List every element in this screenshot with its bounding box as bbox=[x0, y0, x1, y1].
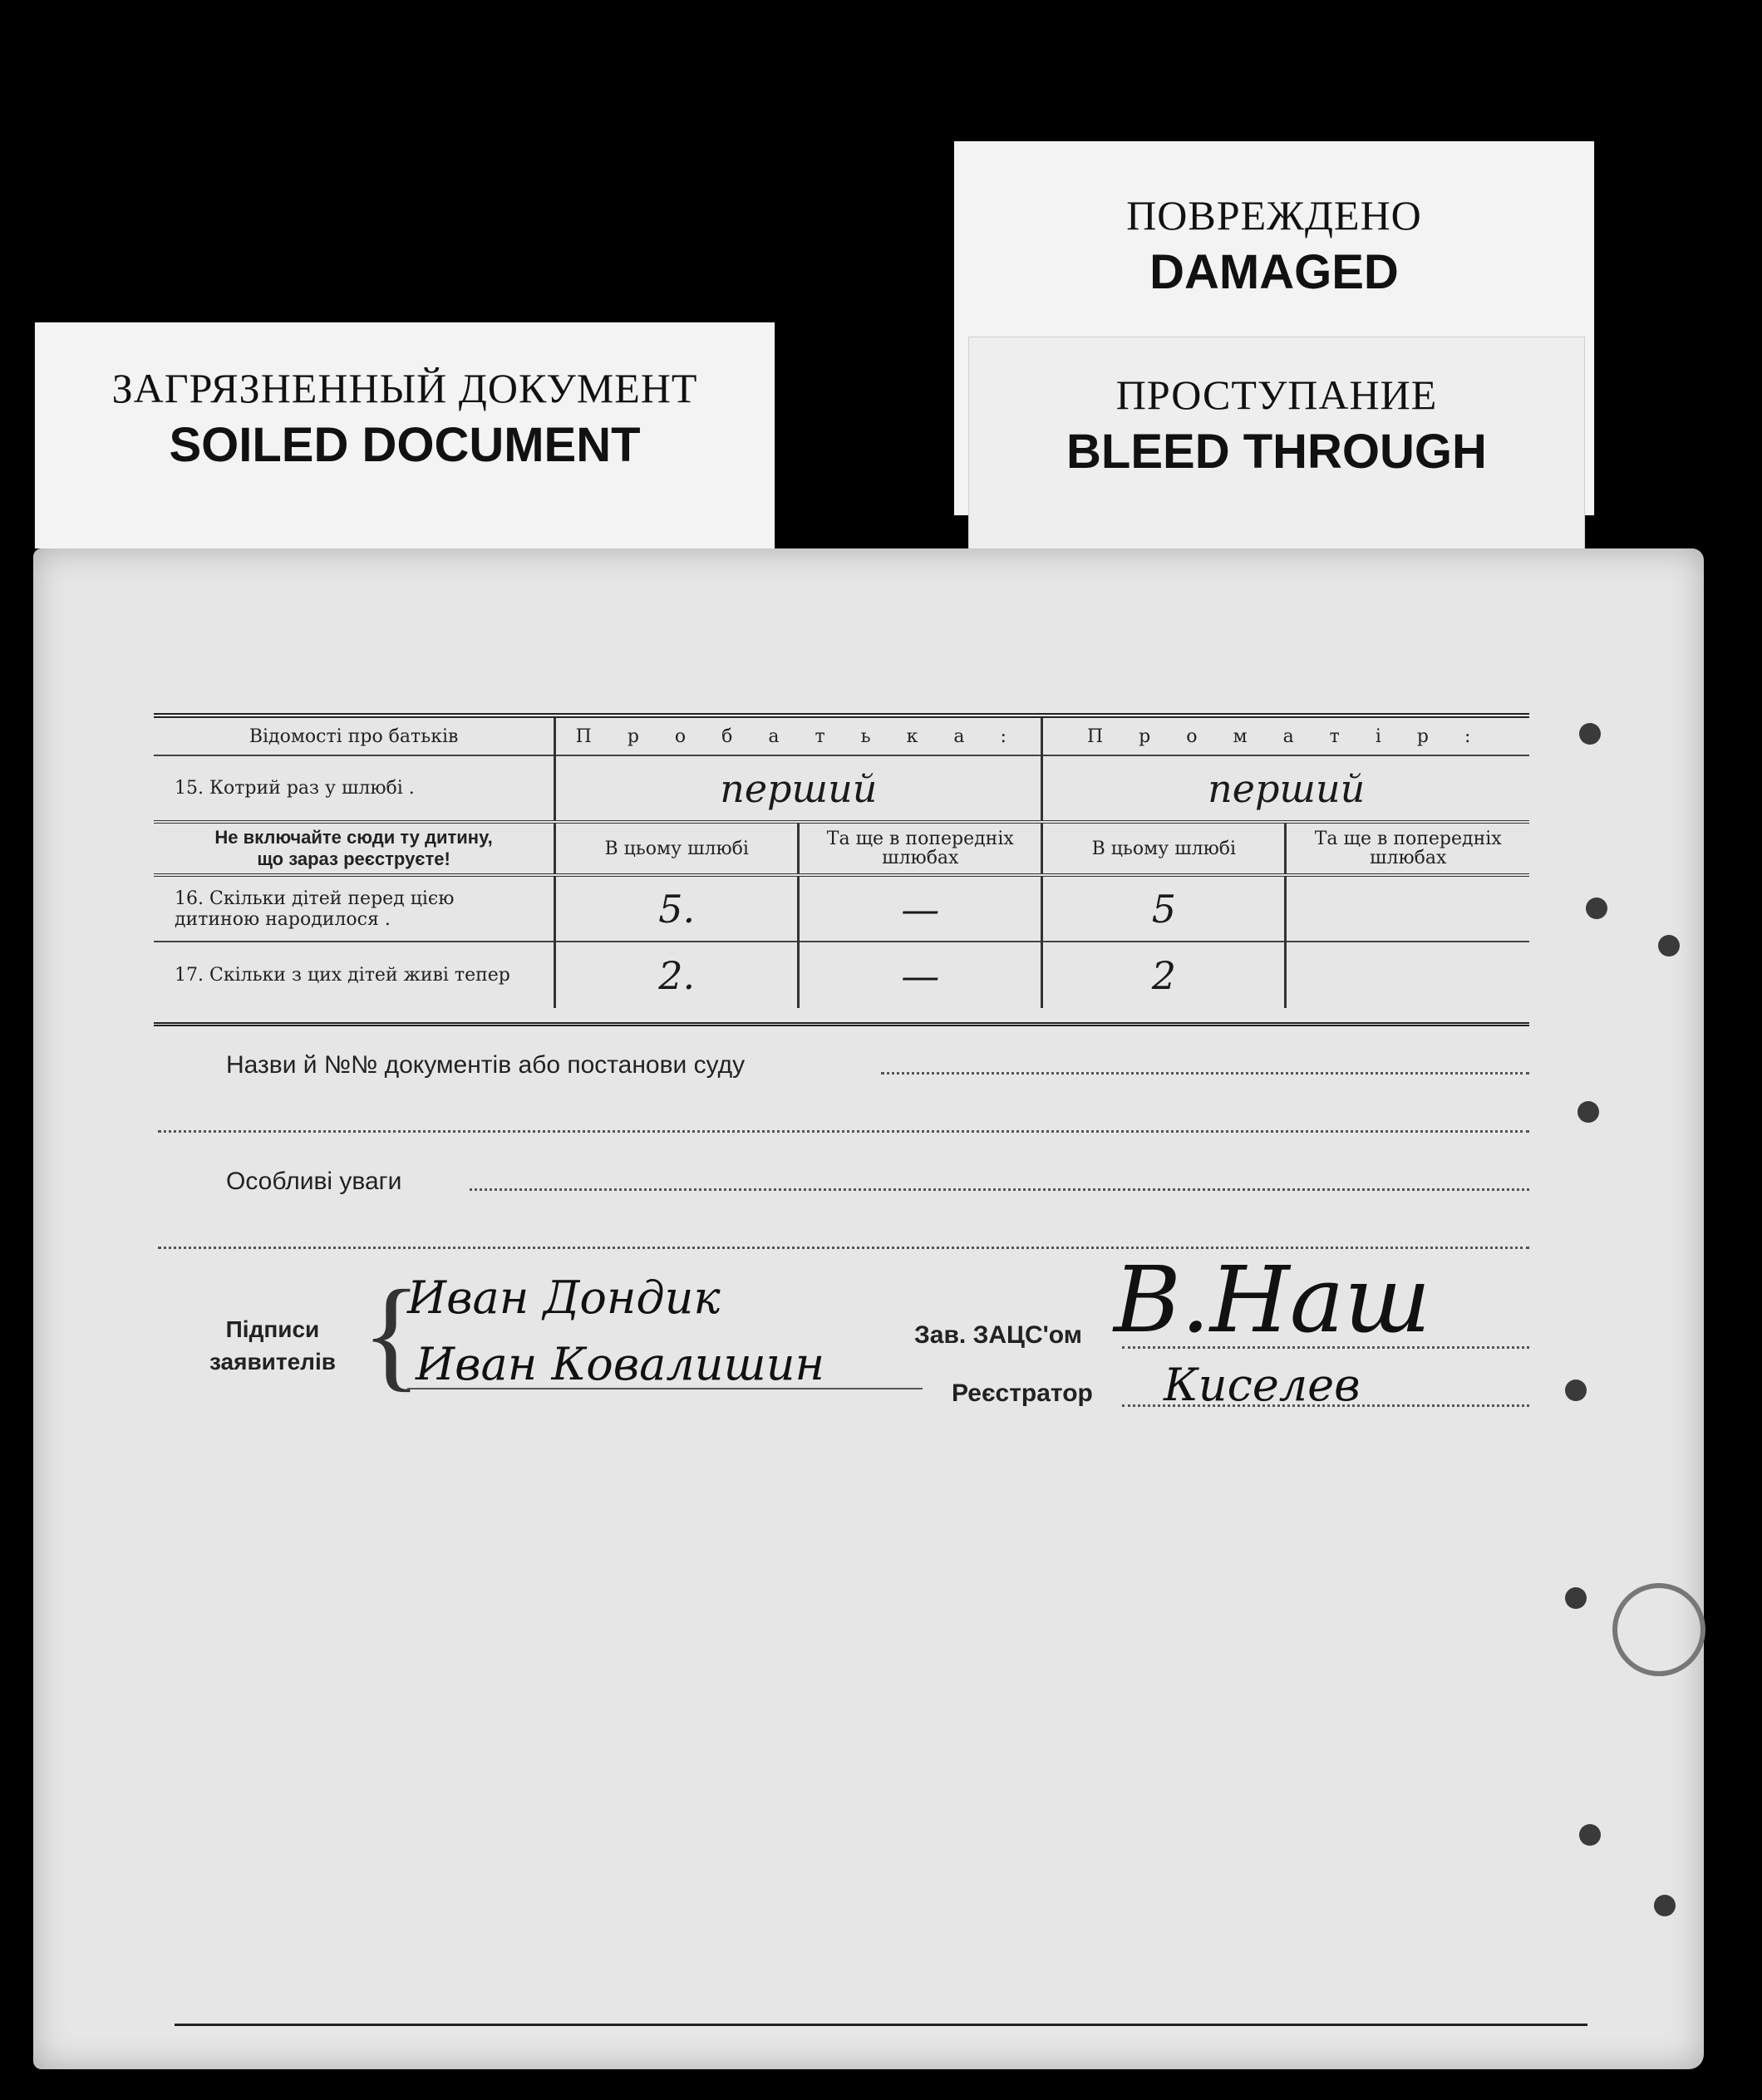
row15-mother-value: перший bbox=[1042, 755, 1529, 822]
bleed-label-ru: ПРОСТУПАНИЕ bbox=[1115, 371, 1438, 418]
row17-father-prev: — bbox=[799, 942, 1042, 1008]
header-father: П р о б а т ь к а : bbox=[555, 716, 1042, 755]
punch-hole bbox=[1579, 1824, 1601, 1846]
head-label: Зав. ЗАЦС'ом bbox=[914, 1321, 1082, 1349]
row17-mother-this: 2 bbox=[1042, 942, 1286, 1008]
soiled-label-ru: ЗАГРЯЗНЕННЫЙ ДОКУМЕНТ bbox=[111, 365, 698, 411]
exclusion-note-line2: що зараз реєструєте! bbox=[257, 848, 450, 869]
row17-father-this: 2. bbox=[555, 942, 799, 1008]
head-signature-line bbox=[1122, 1346, 1529, 1349]
mother-this-marriage-header: В цьому шлюбі bbox=[1042, 822, 1286, 875]
parents-info-table bbox=[154, 713, 1529, 1008]
punch-hole bbox=[1577, 1101, 1599, 1123]
row16-father-prev: — bbox=[799, 875, 1042, 942]
punch-hole bbox=[1579, 723, 1601, 745]
applicant2-signature: Иван Ковалишин bbox=[416, 1338, 825, 1390]
applicants-label-line1: Підписи bbox=[225, 1316, 320, 1342]
header-parents-info: Відомості про батьків bbox=[154, 716, 555, 755]
father-previous-header: Та ще в попередніх шлюбах bbox=[799, 822, 1042, 875]
father-this-marriage-header: В цьому шлюбі bbox=[555, 822, 799, 875]
punch-hole bbox=[1658, 935, 1680, 957]
row17-label: 17. Скільки з цих дітей живі тепер bbox=[154, 942, 555, 1008]
bleed-label-en: BLEED THROUGH bbox=[1066, 425, 1487, 479]
punch-hole bbox=[1565, 1380, 1587, 1401]
remarks-label: Особливі уваги bbox=[226, 1168, 402, 1195]
documents-field[interactable] bbox=[881, 1072, 1529, 1075]
remarks-field[interactable] bbox=[470, 1188, 1529, 1191]
table-bottom-rule bbox=[154, 1022, 1529, 1026]
registrar-label: Реєстратор bbox=[952, 1380, 1093, 1407]
row16-mother-this: 5 bbox=[1042, 875, 1286, 942]
soiled-document-label bbox=[35, 322, 775, 548]
punch-hole bbox=[1565, 1587, 1587, 1609]
exclusion-note bbox=[154, 822, 555, 875]
documents-field-line2[interactable] bbox=[158, 1130, 1529, 1133]
stain-ring bbox=[1612, 1583, 1705, 1676]
registrar-signature: Киселев bbox=[1164, 1359, 1361, 1411]
row16-label-line2: дитиною народилося . bbox=[175, 908, 391, 930]
applicants-signatures-label bbox=[209, 1313, 336, 1378]
row16-label-line1: 16. Скільки дітей перед цією bbox=[175, 888, 455, 909]
mother-previous-header: Та ще в попередніх шлюбах bbox=[1286, 822, 1529, 875]
row15-label: 15. Котрий раз у шлюбі . bbox=[154, 755, 555, 822]
row16-father-this: 5. bbox=[555, 875, 799, 942]
punch-hole bbox=[1654, 1895, 1676, 1916]
damaged-label-en: DAMAGED bbox=[1149, 245, 1399, 299]
applicants-label-line2: заявителів bbox=[209, 1349, 336, 1375]
punch-hole bbox=[1586, 898, 1607, 919]
applicants-brace: { bbox=[362, 1265, 421, 1403]
registrar-signature-line bbox=[1122, 1404, 1529, 1407]
document-sheet bbox=[33, 548, 1704, 2069]
head-signature: В.Наш bbox=[1114, 1247, 1431, 1353]
documents-label: Назви й №№ документів або постанови суду bbox=[226, 1051, 746, 1079]
applicant2-signature-line bbox=[407, 1388, 923, 1389]
exclusion-note-line1: Не включайте сюди ту дитину, bbox=[214, 827, 493, 848]
row16-label bbox=[154, 875, 555, 942]
page-bottom-rule bbox=[175, 2024, 1587, 2026]
applicant1-signature: Иван Дондик bbox=[407, 1271, 721, 1324]
row17-mother-prev bbox=[1286, 942, 1529, 1008]
soiled-label-en: SOILED DOCUMENT bbox=[169, 418, 641, 472]
row16-mother-prev bbox=[1286, 875, 1529, 942]
damaged-label-ru: ПОВРЕЖДЕНО bbox=[1126, 192, 1422, 239]
header-mother: П р о м а т і р : bbox=[1042, 716, 1529, 755]
bleed-through-label bbox=[968, 337, 1585, 554]
row15-father-value: перший bbox=[555, 755, 1042, 822]
